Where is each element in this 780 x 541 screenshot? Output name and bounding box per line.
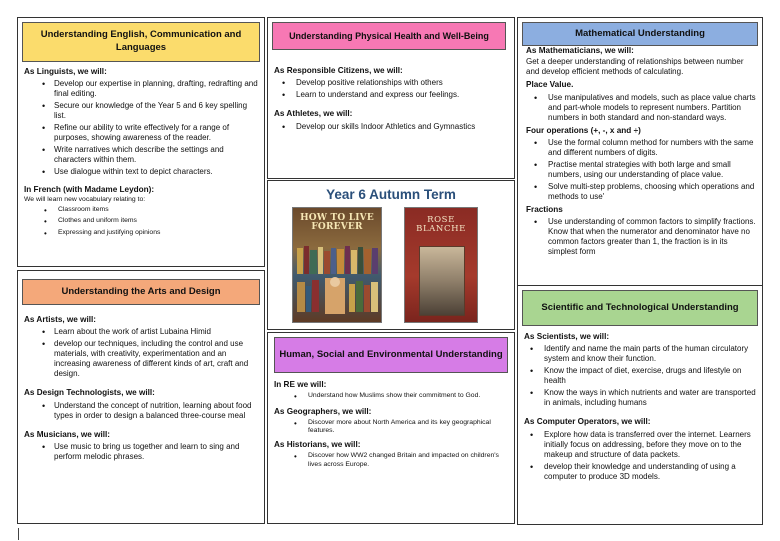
maths-header: Mathematical Understanding [522,22,758,46]
page-corner-mark [18,528,19,540]
list-item: • Classroom items [24,206,258,214]
list-item: • Discover more about North America and its key geographical features. [274,419,508,436]
geographers-heading: As Geographers, we will: [274,406,372,416]
four-operations-list [526,138,758,202]
book-title-how-to-live-forever: HOW TO LIVE FOREVER [300,213,374,233]
linguists-list [24,79,258,177]
fractions-heading: Fractions [526,204,563,214]
book-title-rose-blanche: ROSE BLANCHE [416,215,466,235]
book-cover-how-to-live-forever [292,207,382,323]
list-item: • Refine our ability to write effectively for a range of purposes, showing awareness of the reader. [24,123,258,143]
list-item: • Use dialogue within text to depict characters. [24,167,258,177]
list-item: • Develop positive relationships with others [274,78,508,88]
historians-list [274,452,508,469]
list-item: • Develop our skills Indoor Athletics and Gymnastics [274,122,508,132]
geographers-list [274,419,508,436]
scientists-list [524,344,758,408]
french-list [24,206,258,237]
list-item: • Expressing and justifying opinions [24,229,258,237]
musicians-list [24,442,258,462]
list-item: • Understand how Muslims show their commitment to God. [274,392,508,400]
historians-heading: As Historians, we will: [274,439,361,449]
page-title: Year 6 Autumn Term [326,187,456,202]
human-panel [267,332,515,524]
design-tech-list [24,401,258,421]
musicians-heading: As Musicians, we will: [24,429,110,439]
maths-intro-heading: As Mathematicians, we will: [526,46,634,55]
list-item: • Learn to understand and express our feelings. [274,90,508,100]
list-item: • Know the impact of diet, exercise, drugs and lifestyle on health [524,366,758,386]
english-header: Understanding English, Communication and Languages [22,22,260,62]
fractions-list [526,217,758,257]
maths-panel [517,17,763,287]
list-item: • Use music to bring us together and learn to sing and perform melodic phrases. [24,442,258,462]
artists-list [24,327,258,379]
book-cover-rose-blanche [404,207,478,323]
list-item: • Practise mental strategies with both large and small numbers, using our understanding of place value. [526,160,758,180]
girl-illustration [419,246,465,316]
french-heading: In French (with Madame Leydon): [24,185,155,195]
health-panel [267,17,515,179]
list-item: • Solve multi-step problems, choosing which operations and methods to use' [526,182,758,202]
list-item: • Use the formal column method for numbers with the same and different numbers of digits. [526,138,758,158]
science-header: Scientific and Technological Understanding [522,290,758,326]
list-item: • Clothes and uniform items [24,217,258,225]
list-item: • develop their knowledge and understanding of using a computer to produce 3D models. [524,462,758,482]
list-item: • Use manipulatives and models, such as place value charts and part-whole models to represent numbers. Partition numbers in both standard and non-standard ways. [526,93,758,123]
citizens-list [274,78,508,100]
design-tech-heading: As Design Technologists, we will: [24,388,155,398]
english-panel [17,17,265,267]
place-value-heading: Place Value. [526,80,574,90]
re-heading: In RE we will: [274,380,327,389]
list-item: • Write narratives which describe the settings and characters within them. [24,145,258,165]
list-item: • Identify and name the main parts of the human circulatory system and know their function. [524,344,758,364]
arts-panel [17,270,265,524]
athletes-heading: As Athletes, we will: [274,109,353,119]
science-panel [517,285,763,525]
list-item: • Understand the concept of nutrition, learning about food types in order to design a balanced three-course meal [24,401,258,421]
list-item: • Develop our expertise in planning, drafting, redrafting and final editing. [24,79,258,99]
human-header: Human, Social and Environmental Understanding [274,337,508,373]
computing-heading: As Computer Operators, we will: [524,417,651,427]
list-item: • Explore how data is transferred over the internet. Learners initially focus on addressing, before they move on to the makeup and structure of data packets. [524,430,758,460]
list-item: • Learn about the work of artist Lubaina Himid [24,327,258,337]
french-intro: We will learn new vocabulary relating to: [24,195,146,203]
computing-list [524,430,758,482]
artists-heading: As Artists, we will: [24,315,97,324]
list-item: • Secure our knowledge of the Year 5 and 6 key spelling list. [24,101,258,121]
term-title-panel [267,180,515,330]
four-operations-heading: Four operations (+, -, x and ÷) [526,125,641,135]
scientists-heading: As Scientists, we will: [524,332,610,341]
list-item: • develop our techniques, including the control and use materials, with creativity, experimentation and an increasing awareness of different kinds of art, craft and design. [24,339,258,379]
athletes-list [274,122,508,132]
health-header: Understanding Physical Health and Well-Being [272,22,506,50]
linguists-heading: As Linguists, we will: [24,67,107,76]
list-item: • Know the ways in which nutrients and water are transported in animals, including humans [524,388,758,408]
maths-intro-text: Get a deeper understanding of relationships between number and develop efficient methods of calculating. [526,57,744,77]
list-item: • Discover how WW2 changed Britain and impacted on children's lives across Europe. [274,452,508,469]
re-list [274,392,508,400]
citizens-heading: As Responsible Citizens, we will: [274,66,403,75]
place-value-list [526,93,758,123]
arts-header: Understanding the Arts and Design [22,279,260,305]
list-item: • Use understanding of common factors to simplify fractions. Know that when the numerator and denominator have no common factors greater than 1, the fraction is in its simplest form [526,217,758,257]
